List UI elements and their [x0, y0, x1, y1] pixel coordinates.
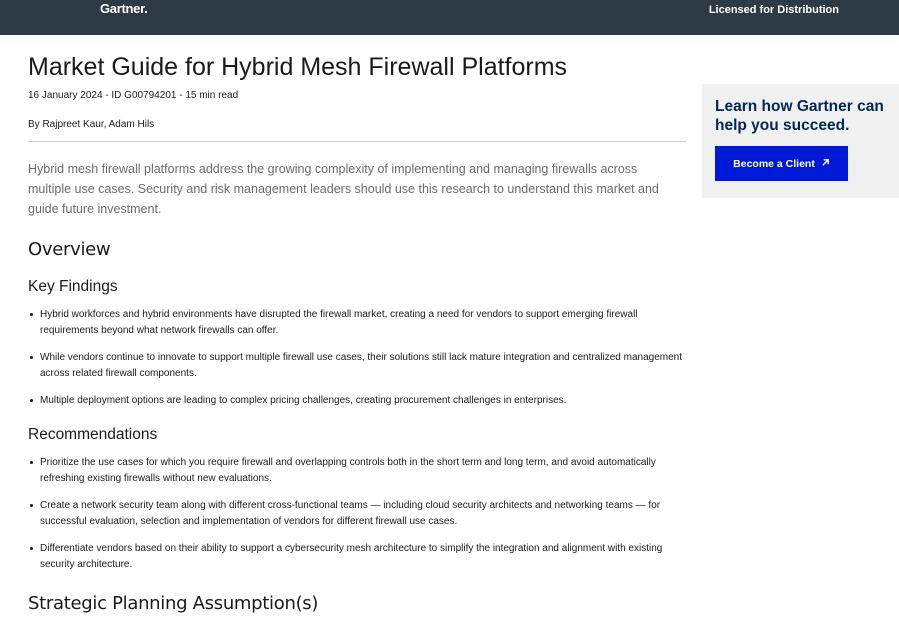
bullet-icon [30, 356, 33, 359]
strategic-planning-heading: Strategic Planning Assumption(s) [28, 593, 319, 614]
list-item-text: Prioritize the use cases for which you require firewall and overlapping controls both in the short term and long term, and avoid automatically refreshing existing firewalls without new evaluations. [40, 457, 656, 484]
page-title: Market Guide for Hybrid Mesh Firewall Platforms [28, 53, 568, 81]
list-item [40, 498, 686, 530]
list-item [40, 455, 686, 487]
promo-sidebar [702, 84, 899, 198]
bullet-icon [30, 313, 33, 316]
top-header-bar [0, 0, 899, 35]
list-item-text: Create a network security team along with different cross-functional teams — including cloud security architects and networking teams — for successful evaluation, selection and implementation of vendors for different firewall use cases. [40, 500, 661, 527]
promo-text: Learn how Gartner can help you succeed. [715, 98, 884, 134]
key-findings-list [28, 307, 686, 409]
license-label: Licensed for Distribution [708, 4, 839, 16]
list-item [40, 393, 686, 409]
article-meta: 16 January 2024 - ID G00794201 - 15 min read [28, 90, 239, 101]
recommendations-heading: Recommendations [28, 426, 158, 443]
article-authors: By Rajpreet Kaur, Adam Hils [28, 119, 155, 130]
divider [28, 141, 686, 142]
overview-heading: Overview [28, 239, 111, 260]
list-item [40, 541, 686, 573]
become-client-label: Become a Client [733, 157, 815, 170]
gartner-logo[interactable]: Gartner. [100, 1, 148, 16]
list-item [40, 350, 686, 382]
article-summary: Hybrid mesh firewall platforms address the growing complexity of implementing and managing firewalls across multiple use cases. Security and risk management leaders should use this research to understand this market and guide future investment. [28, 162, 659, 216]
bullet-icon [30, 547, 33, 550]
bullet-icon [30, 504, 33, 507]
list-item-text: While vendors continue to innovate to support multiple firewall use cases, their solutions still lack mature integration and centralized management across related firewall components. [40, 352, 683, 379]
bullet-icon [30, 461, 33, 464]
list-item [40, 307, 686, 339]
recommendations-list [28, 455, 686, 573]
list-item-text: Differentiate vendors based on their ability to support a cybersecurity mesh architecture to simplify the integration and alignment with existing security architecture. [40, 543, 663, 570]
list-item-text: Hybrid workforces and hybrid environments have disrupted the firewall market, creating a need for vendors to support emerging firewall requirements beyond what network firewalls can offer. [40, 309, 638, 336]
become-client-button[interactable] [715, 146, 848, 181]
list-item-text: Multiple deployment options are leading to complex pricing challenges, creating procurement challenges in enterprises. [40, 395, 567, 406]
arrow-up-right-icon [821, 158, 830, 170]
article-main [28, 35, 686, 615]
key-findings-heading: Key Findings [28, 278, 118, 295]
bullet-icon [30, 399, 33, 402]
